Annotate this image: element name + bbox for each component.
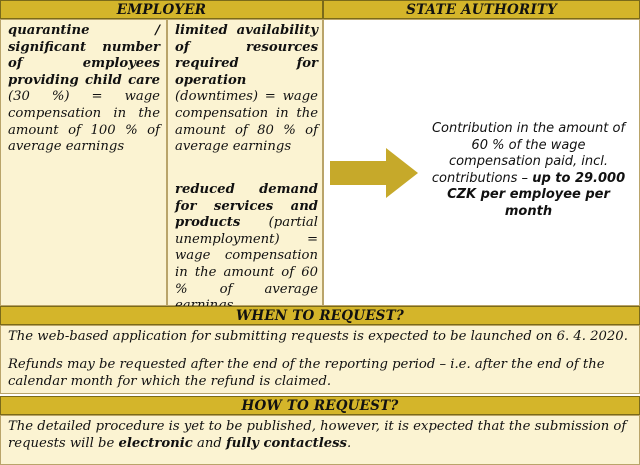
contribution-normal: Contribution in the amount of 60 % of the wage compensation paid, incl. contributions – — [431, 121, 626, 186]
how-electronic: electronic — [118, 435, 193, 451]
how-end: . — [346, 435, 352, 451]
quarantine-bold: quarantine / significant number of employees providing child care — [8, 23, 160, 88]
quarantine-text — [8, 23, 160, 156]
partial-unemployment-text — [175, 182, 318, 315]
state-authority-header-label: STATE AUTHORITY — [406, 1, 557, 18]
how-to-request-body — [0, 415, 640, 465]
how-text-start: The detailed procedure is yet to be published, however, it is expected that the submission of requests will be — [8, 419, 627, 451]
employer-header-label: EMPLOYER — [116, 1, 207, 18]
arrow-right-icon — [330, 148, 420, 198]
when-to-request-header — [0, 306, 640, 325]
how-and: and — [196, 435, 222, 451]
contribution-text — [427, 121, 630, 220]
downtime-rest: (downtimes) = wage compensation in the amount of 80 % of average earnings — [175, 89, 318, 155]
state-authority-header — [323, 0, 640, 19]
downtime-bold: limited availability of resources required for operation — [175, 23, 318, 88]
employer-column-1 — [0, 19, 167, 306]
how-fully-contactless: fully contactless — [225, 435, 347, 451]
how-paragraph — [8, 419, 634, 452]
when-header-label: WHEN TO REQUEST? — [236, 307, 404, 324]
quarantine-percent: (30 %) = — [8, 89, 103, 105]
when-paragraph-1: The web-based application for submitting requests is expected to be launched on 6. 4. 2020. — [8, 329, 628, 344]
state-authority-area — [323, 19, 640, 306]
downtime-text — [175, 23, 318, 156]
when-to-request-body — [0, 325, 640, 394]
contribution-bold: up to 29.000 CZK per employee per month — [447, 170, 626, 219]
quarantine-rest: wage compensation in the amount of 100 % of average earnings — [8, 89, 160, 155]
employer-column-2 — [167, 19, 323, 306]
when-paragraph-2: Refunds may be requested after the end of the reporting period – i.e. after the end of the calendar month for which the refund is claimed. — [8, 357, 605, 389]
partial-unemployment-rest: (partial unemployment) = wage compensation in the amount of 60 % of average — [175, 215, 318, 297]
how-header-label: HOW TO REQUEST? — [241, 397, 399, 414]
employer-header — [0, 0, 323, 19]
how-to-request-header — [0, 396, 640, 415]
partial-unemployment-bold: reduced demand for services and products — [175, 182, 318, 231]
